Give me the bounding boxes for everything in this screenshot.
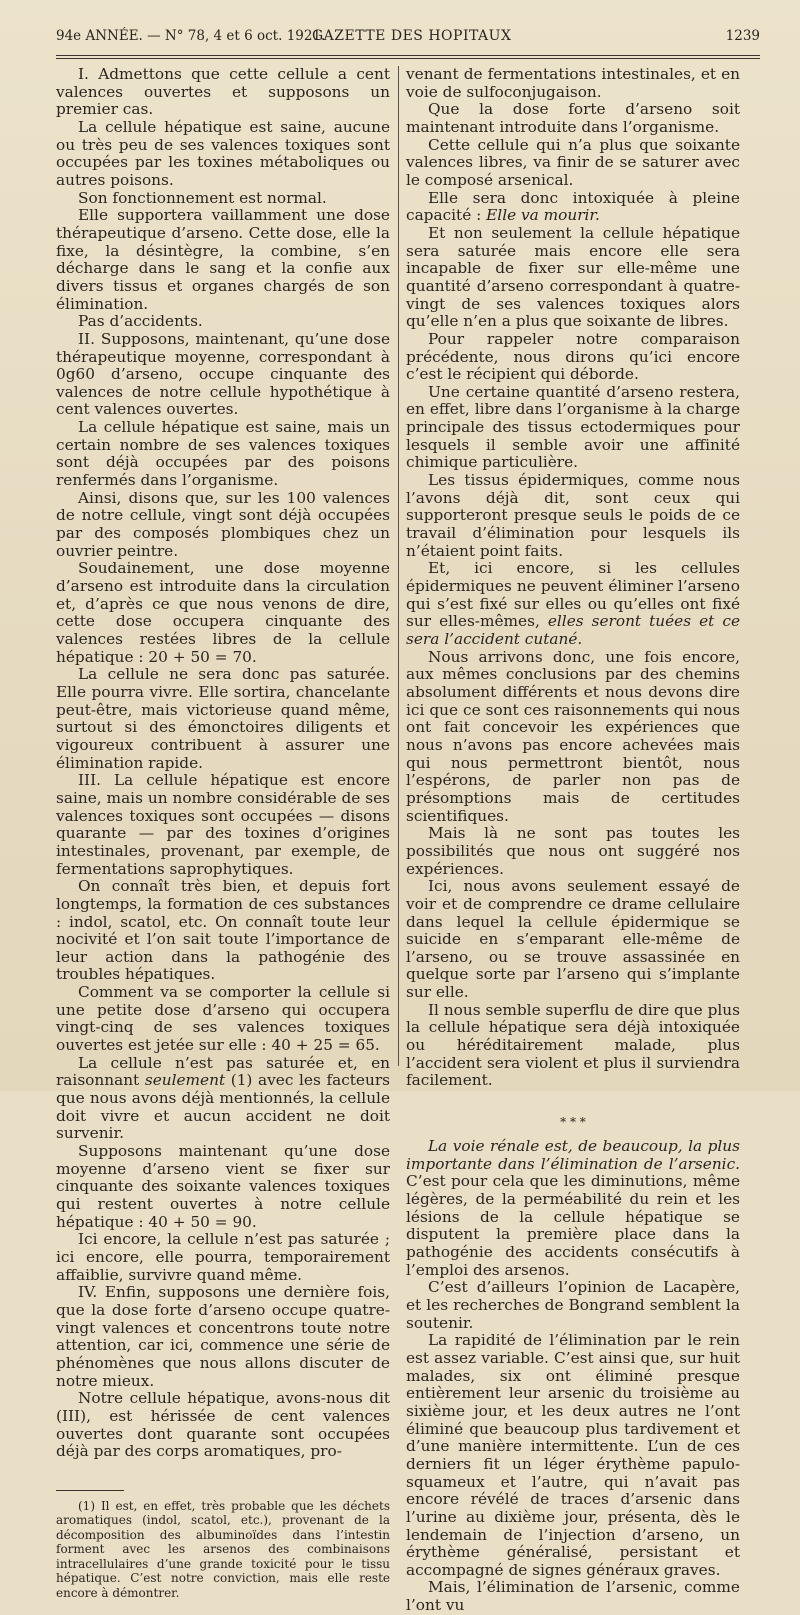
italic-run: elles seront tuées et ce sera l’accident cutané. — [406, 612, 740, 648]
paragraph: I. Admettons que cette cellule a cent valences ouvertes et supposons un premier cas. — [56, 65, 390, 119]
paragraph: Que la dose forte d’arseno soit maintenant introduite dans l’organisme. — [406, 100, 740, 136]
paragraph: La cellule hépatique est saine, mais un certain nombre de ses valences toxiques sont déjà occupées par des poisons renfermés dans l’organisme. — [56, 418, 390, 490]
paragraph — [406, 190, 740, 225]
paragraph: La cellule ne sera donc pas saturée. Elle pourra vivre. Elle sortira, chancelante peut-être, mais victorieuse quand même, surtout si des émonctoires diligents et vigoureux contribuent à assurer une élimination rapide. — [56, 665, 390, 772]
paragraph: La cellule hépatique est saine, aucune ou très peu de ses valences toxiques sont occupées par les toxines métaboliques ou autres poisons. — [56, 117, 390, 189]
right-column — [406, 66, 740, 1615]
paragraph: Nous arrivons donc, une fois encore, aux mêmes conclusions par des chemins absolument différents et nous devons dire ici que ce sont ces raisonnements qui nous ont fait concevoir les expériences que nous n’avons pas encore achevées mais qui nous permettront bientôt, nous l’espérons, de parler non pas de présomptions mais de certitudes scientifiques. — [406, 647, 740, 825]
text-run: Elle sera donc intoxiquée à pleine capacité : — [406, 188, 740, 225]
page-number: 1239 — [725, 28, 760, 44]
text-run: Et, ici encore, si les cellules épidermiques ne peuvent éliminer l’arseno qui s’est fixé sur elles ou qu’elles ont fixé sur elles-mêmes, — [406, 559, 740, 631]
text-run: C’est pour cela que les diminutions, même légères, de la perméabilité du rein et les lésions de la cellule hépatique se disputent la première place dans la pathogénie des accidents consécutifs à l’emploi des arsenos. — [406, 1172, 740, 1279]
paragraph: III. La cellule hépatique est encore saine, mais un nombre considérable de ses valences toxiques sont occupées — disons quarante — par des toxines d’origines intestinales, provenant, par exemple, de fermentations saprophytiques. — [56, 771, 390, 878]
left-column — [56, 66, 390, 1600]
issue-info: 94e ANNÉE. — N° 78, 4 et 6 oct. 1921. — [56, 28, 326, 44]
paragraph: Ainsi, disons que, sur les 100 valences de notre cellule, vingt sont déjà occupées par des composés plombiques chez un ouvrier peintre. — [56, 488, 390, 560]
footnote-rule — [56, 1490, 124, 1491]
paragraph: Mais là ne sont pas toutes les possibilités que nous ont suggéré nos expériences. — [406, 824, 740, 878]
column-divider — [398, 66, 399, 1066]
footnote: (1) Il est, en effet, très probable que les déchets aromatiques (indol, scatol, etc.), provenant de la décomposition des albuminoïdes dans l’intestin forment avec les arsenos des combinaisons intracellulaires d’une grande toxicité pour le tissu hépatique. C’est notre conviction, mais elle reste encore à démontrer. — [56, 1498, 390, 1600]
section-separator: * * * — [560, 1115, 586, 1130]
paragraph: C’est d’ailleurs l’opinion de Lacapère, et les recherches de Bongrand semblent la soutenir. — [406, 1278, 740, 1332]
paragraph: Pour rappeler notre comparaison précédente, nous dirons qu’ici encore c’est le récipient qui déborde. — [406, 329, 740, 384]
paragraph: Notre cellule hépatique, avons-nous dit (III), est hérissée de cent valences ouvertes dont quarante sont occupées déjà par des corps aromatiques, pro- — [56, 1389, 390, 1461]
paragraph: Ici, nous avons seulement essayé de voir et de comprendre ce drame cellulaire dans lequel la cellule épidermique se suicide en s’emparant elle-même de l’arseno, ou se trouve assassinée en quelque sorte par l’arseno qui s’implante sur elle. — [406, 877, 740, 1002]
paragraph: Une certaine quantité d’arseno restera, en effet, libre dans l’organisme à la charge principale des tissus ectodermiques pour lesquels il semble avoir une affinité chimique particulière. — [406, 382, 740, 472]
paragraph: Pas d’accidents. — [78, 312, 203, 331]
paragraph: Son fonctionnement est normal. — [78, 188, 327, 207]
paragraph — [56, 1055, 390, 1143]
paragraph: II. Supposons, maintenant, qu’une dose thérapeutique moyenne, correspondant à 0g60 d’arseno, occupe cinquante des valences de notre cellule hypothétique à cent valences ouvertes. — [56, 329, 390, 419]
journal-title: GAZETTE DES HOPITAUX — [312, 28, 512, 44]
paragraph: IV. Enfin, supposons une dernière fois, que la dose forte d’arseno occupe quatre-vingt valences et concentrons toute notre attention, car ici, commence une série de phénomènes que nous allons discuter de notre mieux. — [56, 1283, 390, 1390]
page-header — [56, 28, 760, 52]
paragraph: Elle supportera vaillamment une dose thérapeutique d’arseno. Cette dose, elle la fixe, la désintègre, la combine, s’en décharge dans le sang et la confie aux divers tissus et organes chargés de son élimination. — [56, 206, 390, 313]
italic-run: La voie rénale est, de beaucoup, la plus importante dans l’élimination de l’arsenic. — [406, 1137, 740, 1173]
header-rule — [56, 55, 760, 56]
paragraph: Comment va se comporter la cellule si une petite dose d’arseno qui occupera vingt-cinq de ses valences toxiques ouvertes est jetée sur elle : 40 + 25 = 65. — [56, 983, 390, 1055]
paragraph: Il nous semble superflu de dire que plus la cellule hépatique sera déjà intoxiquée ou héréditairement malade, plus l’accident sera violent et plus il surviendra facilement. — [406, 1000, 740, 1090]
paragraph: Mais, l’élimination de l’arsenic, comme l’ont vu — [406, 1578, 740, 1615]
text-run: (1) avec les facteurs que nous avons déjà mentionnés, la cellule doit vivre et aucun accident ne doit survenir. — [56, 1071, 391, 1143]
text-run: La cellule n’est pas saturée et, en raisonnant — [56, 1053, 390, 1090]
italic-run: seulement — [144, 1071, 226, 1090]
paragraph: Supposons maintenant qu’une dose moyenne d’arseno vient se fixer sur cinquante des soixante valences toxiques qui restent ouvertes à notre cellule hépatique : 40 + 50 = 90. — [56, 1142, 390, 1231]
paragraph: Les tissus épidermiques, comme nous l’avons déjà dit, sont ceux qui supporteront presque seuls le poids de ce travail d’élimination pour lesquels ils n’étaient point faits. — [406, 471, 740, 560]
paragraph: La rapidité de l’élimination par le rein est assez variable. C’est ainsi que, sur huit malades, six ont éliminé presque entièrement leur arsenic du troisième au sixième jour, et les deux autres ne l’ont éliminé que beaucoup plus tardivement et d’une manière intermittente. L’un de ces derniers fit un léger érythème papulo-squameux et l’autre, qui n’avait pas encore révélé de traces d’arsenic dans l’urine au dixième jour, présenta, dès le lendemain de l’injection d’arseno, un érythème généralisé, persistant et accompagné de signes généraux graves. — [406, 1331, 740, 1579]
paragraph: On connaît très bien, et depuis fort longtemps, la formation de ces substances : indol, scatol, etc. On connaît toute leur nocivité et l’on sait toute l’importance de leur action dans la pathogénie des troubles hépatiques. — [56, 877, 390, 984]
paragraph — [406, 1138, 740, 1279]
paragraph: Ici encore, la cellule n’est pas saturée ; ici encore, elle pourra, temporairement affaiblie, survivre quand même. — [56, 1230, 390, 1284]
italic-run: Elle va mourir. — [486, 206, 600, 225]
header-rule-double — [56, 58, 760, 59]
paragraph — [406, 560, 740, 648]
paragraph: Cette cellule qui n’a plus que soixante valences libres, va finir de se saturer avec le composé arsenical. — [406, 135, 740, 189]
paragraph: Et non seulement la cellule hépatique sera saturée mais encore elle sera incapable de fixer sur elle-même une quantité d’arseno correspondant à quatre-vingt de ses valences toxiques alors qu’elle n’en a plus que soixante de libres. — [406, 223, 740, 331]
paragraph: venant de fermentations intestinales, et en voie de sulfoconjugaison. — [406, 65, 740, 101]
paragraph: Soudainement, une dose moyenne d’arseno est introduite dans la circulation et, d’après ce que nous venons de dire, cette dose occupera cinquante des valences restées libres de la cellule hépatique : 20 + 50 = 70. — [56, 559, 390, 666]
